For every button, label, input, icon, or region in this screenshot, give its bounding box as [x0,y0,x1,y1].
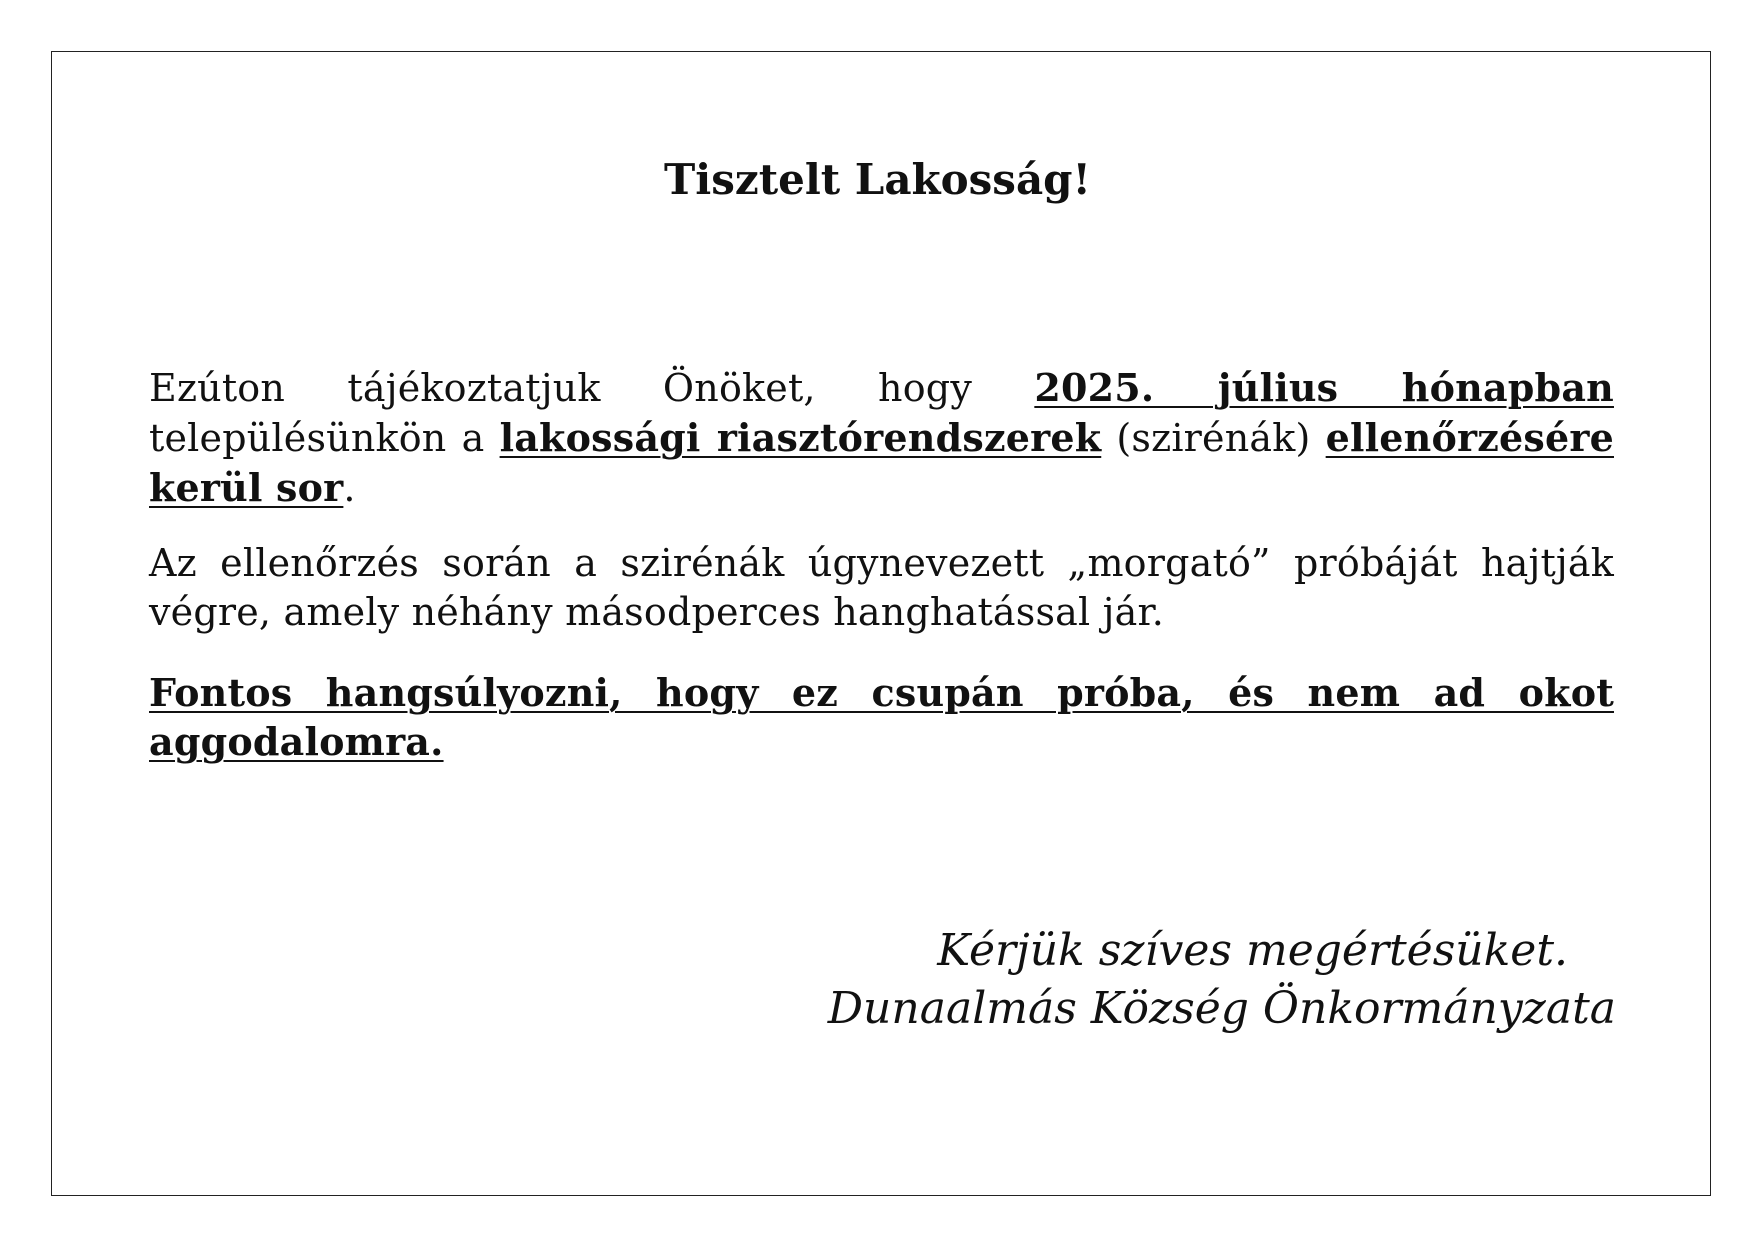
test-description-paragraph: Az ellenőrzés során a szirénák úgynevezett „morgató” próbáját hajtják végre, amely néhány másodperces hanghatással jár. [149,541,1614,634]
announcement-action: ellenőrzésére kerül sor [149,415,1614,510]
announcement-text-4: . [343,466,356,510]
announcement-date: 2025. július hónapban [1034,365,1614,410]
announcement-paragraph [149,363,1614,513]
page-title: Tisztelt Lakosság! [664,155,1091,204]
announcement-subject: lakossági riasztórendszerek [499,415,1102,460]
announcement-text-2: településünkön a [149,416,500,460]
closing-thanks: Kérjük szíves megértésüket. [937,925,1568,976]
reassurance-paragraph: Fontos hangsúlyozni, hogy ez csupán próba, és nem ad okot aggodalomra. [149,670,1614,764]
announcement-text-1: Ezúton tájékoztatjuk Önöket, hogy [149,366,1035,410]
closing-signature [828,922,1616,1038]
closing-signatory: Dunaalmás Község Önkormányzata [827,983,1616,1034]
announcement-text-3: (szirénák) [1101,416,1326,460]
